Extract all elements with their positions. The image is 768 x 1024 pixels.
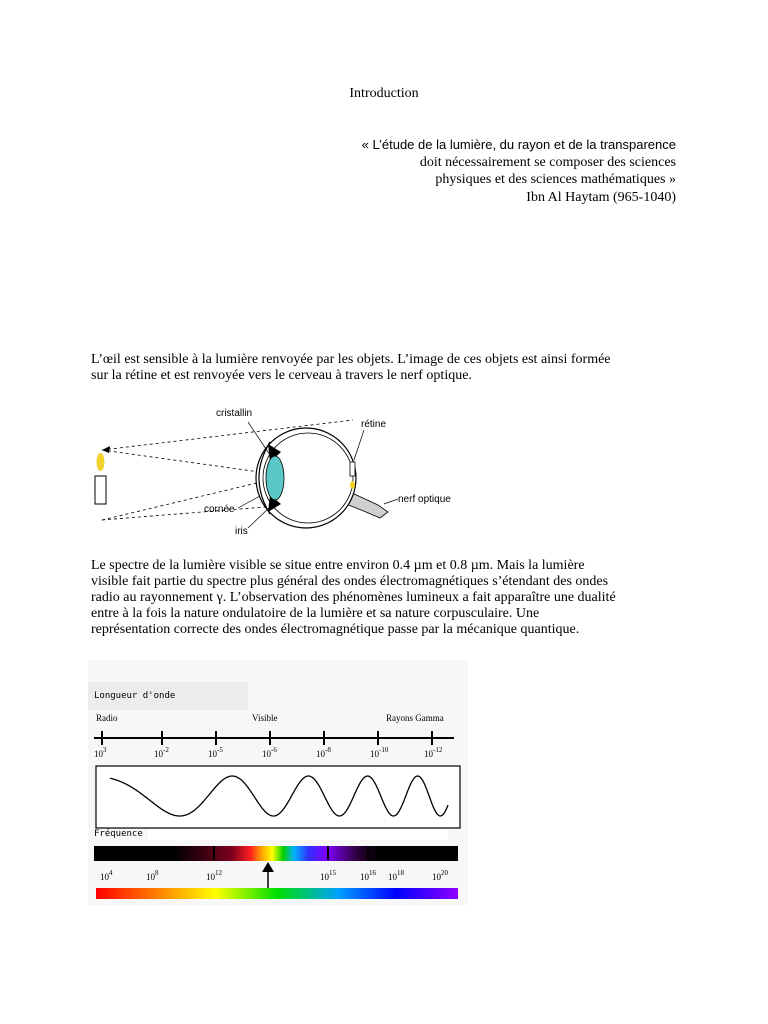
heading-frequency: Fréquence	[94, 829, 143, 839]
label-iris: iris	[235, 526, 248, 537]
label-nerf-optique: nerf optique	[398, 494, 451, 505]
paragraph-spectrum-line-4: entre à la fois la nature ondulatoire de la lumière et sa nature corpusculaire. Une	[91, 606, 540, 621]
candle-flame	[97, 453, 105, 471]
wavelength-tick-base: 10	[94, 749, 103, 759]
em-spectrum-figure	[88, 660, 468, 905]
wavelength-tick-base: 10	[262, 749, 271, 759]
quote-author: Ibn Al Haytam (965-1040)	[526, 189, 676, 205]
paragraph-spectrum	[91, 558, 691, 638]
wavelength-tick-exponent: -5	[217, 746, 223, 754]
retina-image	[350, 462, 355, 476]
wavelength-tick-exponent: -12	[433, 746, 443, 754]
leader-retine	[354, 430, 364, 460]
label-cornee: cornée	[204, 504, 235, 515]
wavelength-tick-exponent: -10	[379, 746, 389, 754]
frequency-band	[94, 846, 458, 861]
frequency-tick-base: 10	[360, 872, 369, 882]
paragraph-spectrum-line-2: visible fait partie du spectre plus général des ondes électromagnétiques s’étendant des ondes	[91, 574, 609, 589]
frequency-tick-exponent: 15	[329, 869, 336, 877]
ray-arrowhead	[102, 446, 110, 453]
frequency-tick-exponent: 16	[369, 869, 376, 877]
heading-wavelength: Longueur d'onde	[94, 691, 176, 701]
wavelength-tick-exponent: -2	[163, 746, 169, 754]
leader-nerf	[384, 499, 398, 504]
paragraph-spectrum-line-3: radio au rayonnement γ. L’observation des phénomènes lumineux a fait apparaître une dualité	[91, 590, 616, 605]
leader-cornee	[238, 496, 260, 508]
page-title: Introduction	[349, 86, 419, 101]
wavelength-tick-base: 10	[370, 749, 379, 759]
frequency-tick-base: 10	[320, 872, 329, 882]
candle-body	[95, 476, 106, 504]
paragraph-eye-line-2: sur la rétine et est renvoyée vers le cerveau à travers le nerf optique.	[91, 368, 472, 383]
paragraph-eye-line-1: L’œil est sensible à la lumière renvoyée par les objets. L’image de ces objets est ainsi formée	[91, 352, 611, 367]
wavelength-tick-base: 10	[424, 749, 433, 759]
region-gamma: Rayons Gamma	[386, 713, 444, 723]
paragraph-spectrum-line-5: représentation correcte des ondes électromagnétique passe par la mécanique quantique.	[91, 622, 580, 637]
frequency-tick-exponent: 12	[215, 869, 222, 877]
quote-line-1: « L’étude de la lumière, du rayon et de la transparence	[361, 137, 676, 152]
eye-diagram	[88, 400, 488, 550]
frequency-tick-exponent: 4	[109, 869, 113, 877]
wavelength-tick-base: 10	[208, 749, 217, 759]
frequency-tick-base: 10	[100, 872, 109, 882]
wavelength-tick-exponent: -6	[271, 746, 277, 754]
quote-line-3: physiques et des sciences mathématiques »	[435, 172, 676, 187]
frequency-tick-base: 10	[206, 872, 215, 882]
wavelength-tick-exponent: -8	[325, 746, 331, 754]
wavelength-tick-base: 10	[154, 749, 163, 759]
quote-line-2: doit nécessairement se composer des sciences	[419, 154, 676, 170]
label-retine: rétine	[361, 419, 387, 430]
leader-iris	[248, 506, 271, 528]
frequency-tick-exponent: 20	[441, 869, 448, 877]
retina-flame	[350, 481, 355, 489]
paragraph-spectrum-line-1: Le spectre de la lumière visible se situe entre environ 0.4 µm et 0.8 µm. Mais la lumière	[91, 558, 585, 573]
wavelength-tick-base: 10	[316, 749, 325, 759]
region-radio: Radio	[96, 713, 118, 723]
wavelength-tick-exponent: 3	[103, 746, 107, 754]
frequency-header-band	[148, 830, 448, 840]
frequency-tick-exponent: 18	[397, 869, 404, 877]
epigraph-quote	[362, 136, 676, 206]
frequency-tick-base: 10	[432, 872, 441, 882]
visible-rainbow-strip	[96, 888, 458, 899]
crystalline-lens	[266, 456, 284, 500]
label-cristallin: cristallin	[216, 408, 253, 419]
region-visible: Visible	[252, 713, 278, 723]
frequency-tick-base: 10	[146, 872, 155, 882]
frequency-tick-exponent: 8	[155, 869, 159, 877]
frequency-tick-base: 10	[388, 872, 397, 882]
leader-cristallin	[248, 422, 270, 455]
paragraph-eye	[91, 352, 691, 384]
